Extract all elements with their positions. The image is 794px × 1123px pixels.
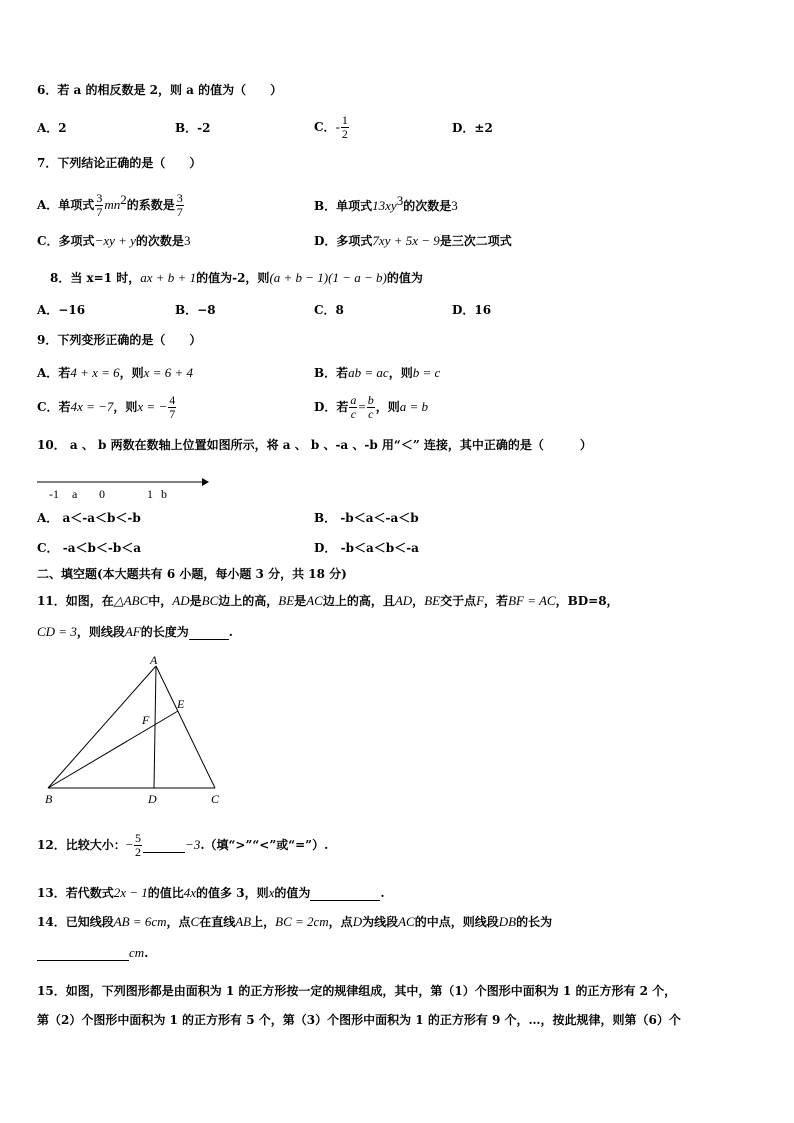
q12-line: 12．比较大小：− $\frac{5}{2}$ −3.（填“>”“<”或“=”）.	[37, 831, 329, 859]
q9-option-a: A．若4 + x = 6，则x = 6 + 4	[37, 365, 193, 380]
q9-option-d: D．若 $\frac{a}{c}$ = $\frac{b}{c}$ ，则a = b	[314, 393, 429, 421]
q8-option-b: B．−8	[175, 303, 216, 317]
answer-blank[interactable]	[143, 838, 185, 853]
answer-blank[interactable]	[310, 886, 380, 901]
q6-stem: 6．若 a 的相反数是 2，则 a 的值为（ ）	[37, 83, 283, 97]
q10-option-d: D． -b＜a＜b＜-a	[314, 541, 419, 555]
point-label-d: D	[148, 792, 157, 806]
q7-option-d: D．多项式7xy + 5x − 9是三次二项式	[314, 233, 512, 248]
q10-option-a: A． a＜-a＜b＜-b	[37, 511, 141, 525]
vertex-label-b: B	[45, 792, 53, 806]
axis-label-b: b	[161, 487, 167, 501]
number-line	[37, 472, 212, 504]
q6-option-b: B．-2	[175, 121, 211, 135]
vertex-label-a: A	[150, 653, 158, 667]
q10-stem: 10． a 、 b 两数在数轴上位置如图所示，将 a 、 b 、-a 、-b 用“＜” 连接，其中正确的是（ ）	[37, 438, 592, 452]
q9-stem: 9．下列变形正确的是（ ）	[37, 333, 202, 347]
answer-blank[interactable]	[37, 946, 129, 961]
q7-option-a: A．单项式 $\frac{3}{7}$ $mn^2$的系数是 $\frac{3}{7}$	[37, 191, 183, 219]
q6-option-c: C．- $\frac{1}{2}$	[314, 113, 348, 141]
section-heading: 二、填空题(本大题共有 6 小题，每小题 3 分，共 18 分)	[37, 567, 347, 581]
triangle-figure	[38, 652, 238, 808]
q11-line1: 11．如图，在△ABC中，AD是BC边上的高，BE是AC边上的高，且AD，BE交于点F，若BF = AC，BD=8，	[37, 593, 619, 608]
q11-line2: CD = 3，则线段AF的长度为 .	[37, 624, 233, 639]
answer-blank[interactable]	[189, 625, 229, 640]
q6-option-d: D．±2	[452, 121, 493, 135]
q7-stem: 7．下列结论正确的是（ ）	[37, 156, 202, 170]
q14-line2: cm.	[37, 945, 148, 961]
q13-line: 13．若代数式2x − 1的值比4x的值多 3，则x的值为 .	[37, 885, 385, 900]
q8-option-c: C．8	[314, 303, 344, 317]
q9-option-b: B．若ab = ac，则b = c	[314, 365, 441, 380]
q8-option-a: A．−16	[37, 303, 86, 317]
point-label-f: F	[142, 713, 150, 727]
q9-option-c: C．若4x = −7，则x = − $\frac{4}{7}$	[37, 393, 176, 421]
q10-option-b: B． -b＜a＜-a＜b	[314, 511, 419, 525]
axis-label-a: a	[72, 487, 78, 501]
q15-line2: 第（2）个图形中面积为 1 的正方形有 5 个，第（3）个图形中面积为 1 的正方形有 9 个，…，按此规律，则第（6）个	[37, 1013, 681, 1027]
q8-stem: 8．当 x=1 时，ax + b + 1的值为-2，则(a + b − 1)(1 − a − b)的值为	[50, 270, 423, 285]
axis-label-1: 1	[147, 487, 153, 501]
axis-label-0: 0	[99, 487, 105, 501]
q7-option-c: C．多项式−xy + y的次数是3	[37, 233, 191, 248]
q14-line1: 14．已知线段AB = 6cm，点C在直线AB上，BC = 2cm，点D为线段AC的中点，则线段DB的长为	[37, 914, 553, 929]
point-label-e: E	[177, 697, 185, 711]
vertex-label-c: C	[211, 792, 220, 806]
q6-option-a: A．2	[37, 121, 67, 135]
q8-option-d: D．16	[452, 303, 492, 317]
q15-line1: 15．如图，下列图形都是由面积为 1 的正方形按一定的规律组成，其中，第（1）个图形中面积为 1 的正方形有 2 个，	[37, 984, 677, 998]
q7-option-b: B．单项式$13xy^3$的次数是3	[314, 193, 458, 213]
q10-option-c: C． -a＜b＜-b＜a	[37, 541, 142, 555]
axis-label-minus1: -1	[49, 487, 59, 501]
